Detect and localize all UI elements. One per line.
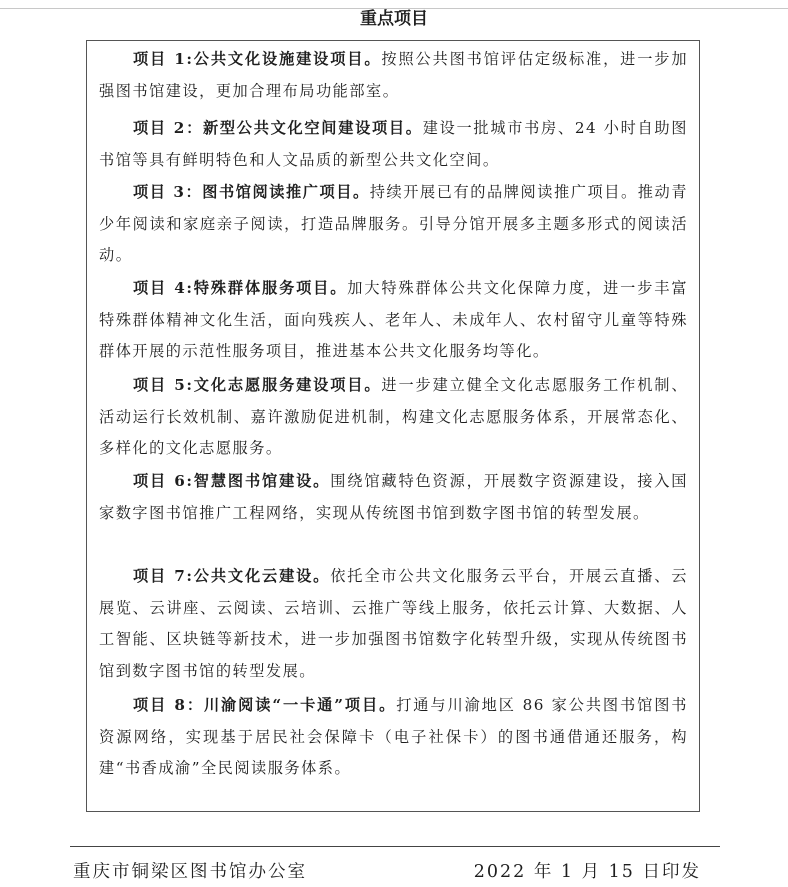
project-heading: 项目 4:特殊群体服务项目。	[133, 279, 348, 297]
project-item-5	[87, 370, 699, 465]
project-body: 进一步建立健全文化志愿服务工作机制、活动运行长效机制、嘉许激励促进机制，构建文化志愿服务体系，开展常态化、多样化的文化志愿服务。	[99, 376, 689, 457]
projects-box	[86, 40, 700, 812]
project-body: 按照公共图书馆评估定级标准，进一步加强图书馆建设，更加合理布局功能部室。	[99, 50, 689, 100]
project-body: 依托全市公共文化服务云平台，开展云直播、云展览、云讲座、云阅读、云培训、云推广等线上服务，依托云计算、大数据、人工智能、区块链等新技术，进一步加强图书馆数字化转型升级，实现从传统图书馆到数字图书馆的转型发展。	[99, 567, 688, 680]
project-body: 围绕馆藏特色资源，开展数字资源建设，接入国家数字图书馆推广工程网络，实现从传统图书馆到数字图书馆的转型发展。	[99, 472, 688, 522]
project-item-1	[87, 44, 699, 107]
project-body: 加大特殊群体公共文化保障力度，进一步丰富特殊群体精神文化生活，面向残疾人、老年人、未成年人、农村留守儿童等特殊群体开展的示范性服务项目，推进基本公共文化服务均等化。	[99, 279, 689, 360]
project-item-8	[87, 690, 699, 785]
project-item-7	[87, 561, 699, 687]
project-item-4	[87, 273, 699, 368]
project-item-2	[87, 113, 699, 176]
project-body: 持续开展已有的品牌阅读推广项目。推动青少年阅读和家庭亲子阅读，打造品牌服务。引导分馆开展多主题多形式的阅读活动。	[99, 183, 688, 264]
footer-divider	[70, 846, 720, 847]
project-body: 打通与川渝地区 86 家公共图书馆图书资源网络，实现基于居民社会保障卡（电子社保卡）的图书通借通还服务，构建“书香成渝”全民阅读服务体系。	[99, 696, 688, 777]
project-body: 建设一批城市书房、24 小时自助图书馆等具有鲜明特色和人文品质的新型公共文化空间。	[99, 119, 688, 169]
project-heading: 项目 1:公共文化设施建设项目。	[133, 50, 382, 68]
project-item-6	[87, 466, 699, 529]
footer-issuer: 重庆市铜梁区图书馆办公室	[73, 862, 307, 882]
project-heading: 项目 8：川渝阅读“一卡通”项目。	[133, 696, 397, 714]
project-item-3	[87, 177, 699, 272]
project-heading: 项目 3：图书馆阅读推广项目。	[133, 183, 370, 201]
project-heading: 项目 6:智慧图书馆建设。	[133, 472, 331, 490]
project-heading: 项目 7:公共文化云建设。	[133, 567, 331, 585]
project-heading: 项目 5:文化志愿服务建设项目。	[133, 376, 382, 394]
project-heading: 项目 2：新型公共文化空间建设项目。	[133, 119, 423, 137]
footer-date: 2022 年 1 月 15 日印发	[473, 862, 701, 882]
page-title: 重点项目	[360, 9, 428, 29]
